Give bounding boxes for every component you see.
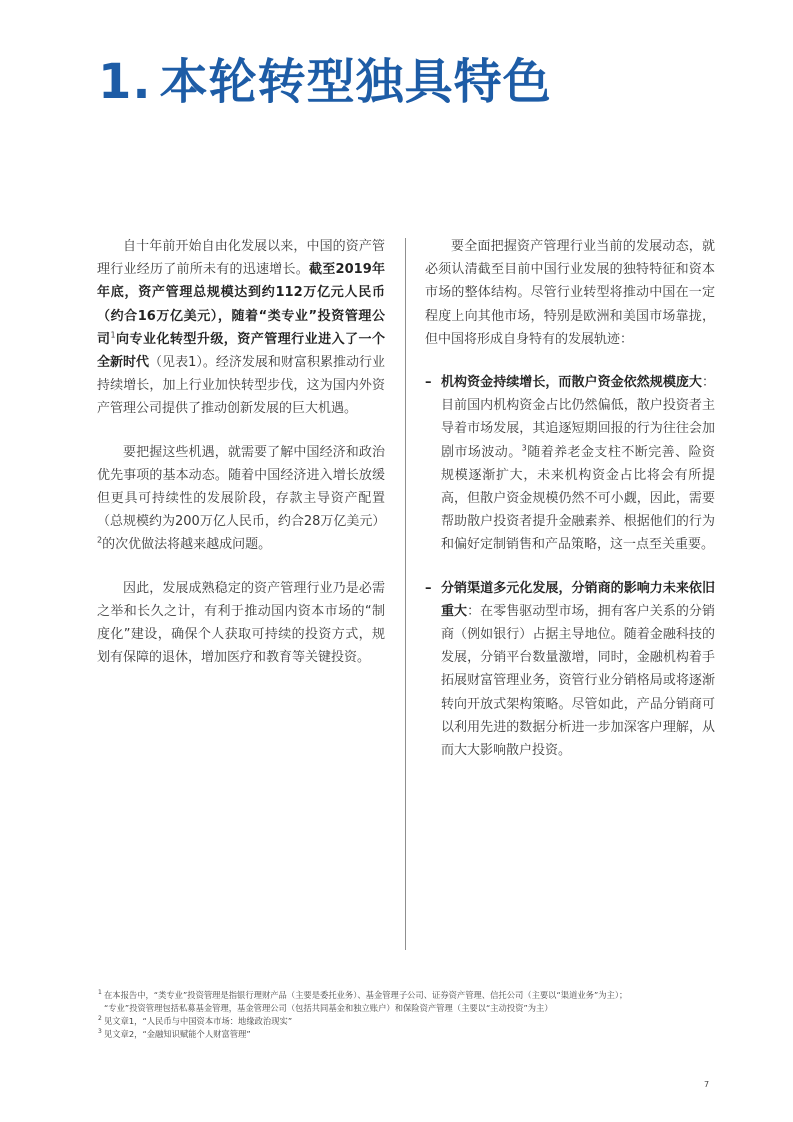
footnote-3: 3 见文章2，“金融知识赋能个人财富管理” [98, 1028, 251, 1039]
footnote-reference: 2 [97, 536, 103, 546]
bullet-heading: 机构资金持续增长，而散户资金依然规模庞大 [441, 375, 702, 391]
paragraph-2 [97, 441, 385, 557]
emphasis-segment: 截至2019年年底，资产管理总规模达到约112万亿元人民币（约合16万亿美元），随着“类专业”投资管理公司 [97, 262, 385, 347]
footnote-1: 1 在本报告中，“类专业”投资管理是指银行理财产品（主要是委托业务）、基金管理子公司、证券资产管理、信托公司（主要以“渠道业务”为主）； [98, 989, 628, 1000]
text-segment: （见表1）。经济发展和财富积累推动行业持续增长，加上行业加快转型步伐，这为国内外资产管理公司提供了推动创新发展的巨大机遇。 [97, 355, 385, 417]
emphasis-segment: 向专业化转型升级，资产管理行业进入了一个全新时代 [97, 331, 385, 371]
bullet-heading: 分销渠道多元化发展，分销商的影响力未来依旧重大 [441, 580, 715, 619]
footnote-reference: 1 [110, 330, 116, 340]
text-segment: 因此，发展成熟稳定的资产管理行业乃是必需之举和长久之计，有利于推动国内资本市场的“制度化”建设，确保个人获取可持续的投资方式，规划有保障的退休，增加医疗和教育等关键投资。 [97, 580, 385, 666]
text-segment: 随着养老金支柱不断完善、险资规模逐渐扩大，未来机构资金占比将会有所提高，但散户资金规模仍然不可小觑，因此，需要帮助散户投资者提升金融素养、根据他们的行为和偏好定制销售和产品策略，这一点至关重要。 [441, 444, 715, 553]
bullet-item-2 [425, 577, 715, 763]
right-column [425, 235, 715, 782]
text-segment: 的次优做法将越来越成问题。 [102, 537, 272, 553]
section-number: 1. [98, 54, 152, 110]
left-column [97, 235, 385, 689]
footnote-text: 见文章1，“人民币与中国资本市场：地缘政治现实” [104, 1016, 293, 1026]
text-segment: 要把握这些机遇，就需要了解中国经济和政治优先事项的基本动态。随着中国经济进入增长放缓但更具可持续性的发展阶段，存款主导资产配置（总规模约为200万亿人民币，约合28万亿美元） [97, 444, 386, 530]
column-divider [405, 238, 406, 950]
page-number: 7 [704, 1080, 710, 1089]
bullet-dash-icon: – [425, 580, 432, 596]
footnote-reference: 3 [521, 443, 527, 453]
text-segment: 要全面把握资产管理行业当前的发展动态，就必须认清截至目前中国行业发展的独特特征和资本市场的整体结构。尽管行业转型将推动中国在一定程度上向其他市场，特别是欧洲和美国市场靠拢，但中国将形成自身特有的发展轨迹： [425, 239, 715, 347]
text-segment: ：在零售驱动型市场，拥有客户关系的分销商（例如银行）占据主导地位。随着金融科技的发展，分销平台数量激增，同时，金融机构着手拓展财富管理业务，资管行业分销格局或将逐渐转向开放式架构策略。尽管如此，产品分销商可以利用先进的数据分析进一步加深客户理解，从而大大影响散户投资。 [441, 603, 715, 759]
bullet-dash-icon: – [425, 375, 432, 391]
paragraph-3 [97, 577, 385, 670]
section-title: 本轮转型独具特色 [159, 54, 552, 110]
footnote-text: “专业”投资管理包括私募基金管理，基金管理公司（包括共同基金和独立账户）和保险资产管理（主要以“主动投资”为主） [104, 1003, 553, 1013]
bullet-item-1 [425, 371, 715, 557]
footnote-1-continuation [98, 1002, 627, 1015]
footnote-text: 见文章2，“金融知识赋能个人财富管理” [104, 1029, 251, 1039]
paragraph-1 [97, 235, 385, 421]
page-title [98, 56, 552, 108]
footnote-2: 2 见文章1，“人民币与中国资本市场：地缘政治现实” [98, 1015, 293, 1026]
footnotes [98, 989, 627, 1041]
footnote-text: 在本报告中，“类专业”投资管理是指银行理财产品（主要是委托业务）、基金管理子公司、证券资产管理、信托公司（主要以“渠道业务”为主）； [104, 990, 628, 1000]
text-segment: 自十年前开始自由化发展以来，中国的资产管理行业经历了前所未有的迅速增长。 [97, 239, 385, 278]
right-intro-paragraph [425, 235, 715, 351]
text-segment: ：目前国内机构资金占比仍然偏低，散户投资者主导着市场发展，其追逐短期回报的行为往往会加剧市场波动。 [441, 375, 715, 460]
